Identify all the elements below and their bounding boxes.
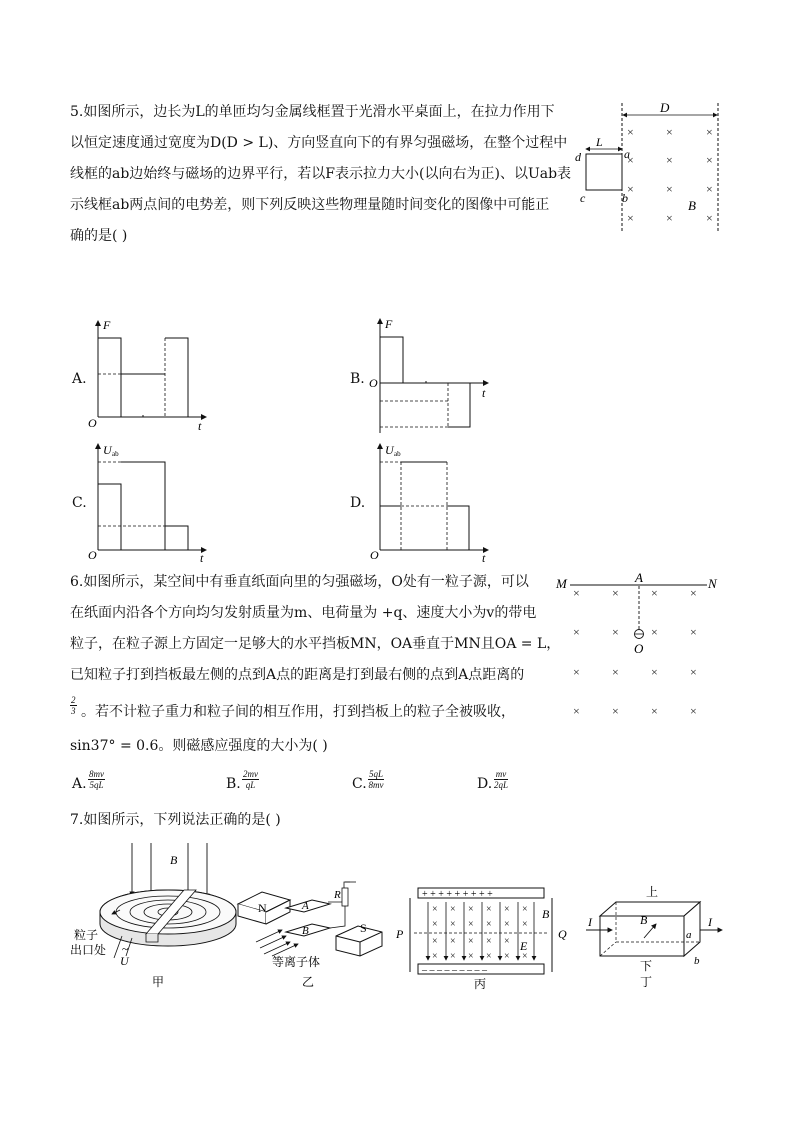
svg-text:B: B: [170, 853, 178, 867]
svg-text:×: ×: [522, 904, 528, 915]
q6-option-B-label[interactable]: B.: [226, 776, 241, 792]
svg-text:U: U: [120, 954, 129, 968]
q5-graph-A: [86, 315, 216, 435]
svg-text:B: B: [302, 925, 309, 937]
svg-text:上: 上: [646, 885, 659, 899]
svg-text:E: E: [520, 939, 528, 953]
caption-ding: 丁: [640, 975, 653, 989]
svg-text:×: ×: [468, 951, 474, 962]
svg-text:+ + + + + + + + +: + + + + + + + + +: [422, 889, 493, 900]
q6-option-C-label[interactable]: C.: [352, 776, 367, 792]
q6-option-A-value[interactable]: $\frac{8mv}{5qL}$: [89, 769, 104, 790]
svg-text:下: 下: [640, 959, 653, 973]
svg-text:×: ×: [432, 951, 438, 962]
svg-text:c: c: [580, 191, 586, 205]
q6-option-A-label[interactable]: A.: [72, 776, 87, 792]
svg-text:b: b: [694, 955, 700, 967]
caption-yi: 乙: [302, 975, 315, 989]
svg-text:×: ×: [690, 586, 697, 600]
svg-text:×: ×: [573, 625, 580, 639]
svg-text:×: ×: [666, 125, 673, 139]
svg-text:×: ×: [486, 919, 492, 930]
svg-text:×: ×: [612, 586, 619, 600]
svg-text:×: ×: [651, 704, 658, 718]
q6-line-4: 已知粒子打到挡板最左侧的点到A点的距离是打到最右侧的点到A点距离的: [70, 667, 525, 683]
q5-graph-B: [368, 315, 498, 435]
svg-text:O: O: [88, 416, 97, 430]
svg-text:×: ×: [612, 665, 619, 679]
q5-field-figure: [570, 98, 730, 238]
q6-option-B-value[interactable]: $\frac{2mv}{qL}$: [243, 769, 258, 790]
wire-frame: [586, 154, 622, 190]
svg-text:×: ×: [612, 625, 619, 639]
svg-text:A: A: [635, 570, 643, 585]
q5-graph-D: [368, 440, 498, 562]
svg-text:Q: Q: [558, 927, 567, 941]
q7-fig-jia-cyclotron: [70, 838, 245, 990]
svg-text:粒子: 粒子: [74, 928, 99, 942]
svg-text:×: ×: [573, 586, 580, 600]
q6-line-2: 在纸面内沿各个方向均匀发射质量为m、电荷量为 +q、速度大小为v的带电: [70, 605, 537, 621]
svg-text:×: ×: [504, 936, 510, 947]
svg-text:d: d: [575, 150, 581, 164]
svg-text:×: ×: [522, 951, 528, 962]
svg-text:×: ×: [627, 182, 634, 196]
svg-text:×: ×: [706, 153, 713, 167]
svg-text:R: R: [334, 889, 341, 901]
svg-text:ab: ab: [394, 450, 401, 458]
q7-fig-ding-hall-element: [582, 880, 732, 990]
svg-text:×: ×: [504, 904, 510, 915]
svg-text:a: a: [686, 929, 692, 941]
q6-ratio-fraction: $\frac{2}{3}$: [71, 695, 76, 716]
caption-jia: 甲: [152, 975, 165, 989]
svg-text:出口处: 出口处: [70, 943, 107, 957]
svg-text:N: N: [258, 901, 267, 915]
q6-line-5: 。若不计粒子重力和粒子间的相互作用，打到挡板上的粒子全被吸收，: [81, 704, 515, 720]
q6-line-6: sin37° = 0.6。则磁感应强度的大小为( ): [70, 738, 328, 754]
svg-text:×: ×: [690, 704, 697, 718]
svg-text:F: F: [103, 318, 111, 332]
svg-text:×: ×: [450, 919, 456, 930]
svg-text:×: ×: [612, 704, 619, 718]
q6-line-3: 粒子，在粒子源上方固定一足够大的水平挡板MN，OA垂直于MN且OA = L，: [70, 636, 561, 652]
svg-text:×: ×: [666, 153, 673, 167]
svg-text:t: t: [198, 419, 202, 433]
svg-text:t: t: [482, 551, 486, 562]
q6-baffle-figure: [550, 570, 725, 725]
svg-text:I: I: [588, 915, 592, 929]
q7-fig-yi-mhd-generator: [232, 878, 392, 990]
q5-option-B[interactable]: B.: [350, 371, 365, 387]
svg-text:×: ×: [651, 586, 658, 600]
svg-text:M: M: [556, 576, 567, 591]
svg-text:ab: ab: [112, 450, 119, 458]
svg-text:P: P: [396, 927, 404, 941]
svg-text:等离子体: 等离子体: [272, 955, 321, 969]
svg-text:A: A: [302, 900, 309, 912]
svg-text:O: O: [369, 376, 378, 390]
q5-line-5: 确的是( ): [70, 228, 128, 244]
svg-text:B: B: [688, 198, 696, 213]
q5-label-L: L: [596, 135, 603, 149]
svg-text:O: O: [88, 548, 97, 562]
q5-line-3: 线框的ab边始终与磁场的边界平行，若以F表示拉力大小(以向右为正)、以Uab表: [70, 166, 572, 182]
q5-option-A[interactable]: A.: [72, 371, 87, 387]
svg-text:a: a: [624, 147, 630, 161]
q5-line-1: 5.如图所示，边长为L的单匝均匀金属线框置于光滑水平桌面上，在拉力作用下: [70, 104, 555, 120]
q5-option-C[interactable]: C.: [72, 495, 87, 511]
svg-text:B: B: [640, 913, 648, 927]
svg-text:×: ×: [450, 936, 456, 947]
q6-option-D-label[interactable]: D.: [477, 776, 493, 792]
q5-line-2: 以恒定速度通过宽度为D(D > L)、方向竖直向下的有界匀强磁场，在整个过程中: [70, 135, 568, 151]
svg-text:×: ×: [522, 919, 528, 930]
svg-text:– – – – – – – – –: – – – – – – – – –: [422, 965, 487, 976]
svg-text:O: O: [634, 641, 644, 656]
svg-text:×: ×: [651, 665, 658, 679]
svg-text:t: t: [482, 386, 486, 400]
q6-option-C-value[interactable]: $\frac{5qL}{8mv}$: [368, 769, 384, 790]
svg-text:×: ×: [486, 951, 492, 962]
svg-text:×: ×: [486, 936, 492, 947]
q5-line-4: 示线框ab两点间的电势差，则下列反映这些物理量随时间变化的图像中可能正: [70, 197, 550, 213]
svg-text:×: ×: [468, 936, 474, 947]
svg-text:×: ×: [706, 182, 713, 196]
q6-line-1: 6.如图所示，某空间中有垂直纸面向里的匀强磁场，O处有一粒子源，可以: [70, 574, 529, 590]
svg-text:U: U: [385, 443, 394, 457]
svg-text:O: O: [370, 548, 379, 562]
svg-text:F: F: [385, 317, 393, 331]
svg-text:×: ×: [706, 211, 713, 225]
q7-fig-bing-velocity-selector: [394, 880, 574, 990]
svg-text:×: ×: [666, 211, 673, 225]
q5-graph-C: [86, 440, 216, 562]
svg-text:~: ~: [122, 942, 129, 956]
svg-text:×: ×: [706, 125, 713, 139]
svg-text:×: ×: [627, 211, 634, 225]
svg-text:N: N: [708, 576, 717, 591]
svg-text:×: ×: [450, 951, 456, 962]
svg-text:×: ×: [468, 904, 474, 915]
svg-text:I: I: [708, 915, 712, 929]
svg-text:×: ×: [573, 704, 580, 718]
svg-text:×: ×: [432, 904, 438, 915]
q5-option-D[interactable]: D.: [350, 495, 366, 511]
svg-text:×: ×: [627, 153, 634, 167]
q6-option-D-value[interactable]: $\frac{mv}{2qL}$: [494, 769, 509, 790]
caption-bing: 丙: [474, 977, 487, 990]
svg-text:S: S: [360, 921, 367, 935]
svg-text:×: ×: [450, 904, 456, 915]
svg-text:×: ×: [690, 625, 697, 639]
svg-text:B: B: [542, 907, 550, 921]
q7-title: 7.如图所示，下列说法正确的是( ): [70, 812, 281, 828]
svg-text:×: ×: [432, 919, 438, 930]
svg-text:b: b: [622, 191, 628, 205]
svg-text:×: ×: [573, 665, 580, 679]
svg-text:×: ×: [666, 182, 673, 196]
svg-text:×: ×: [504, 919, 510, 930]
svg-text:U: U: [103, 443, 112, 457]
svg-text:×: ×: [468, 919, 474, 930]
svg-text:×: ×: [690, 665, 697, 679]
svg-text:×: ×: [486, 904, 492, 915]
svg-text:t: t: [200, 551, 204, 562]
q5-label-D: D: [660, 100, 670, 115]
svg-text:×: ×: [651, 625, 658, 639]
svg-text:×: ×: [627, 125, 634, 139]
svg-text:×: ×: [432, 936, 438, 947]
svg-text:×: ×: [504, 951, 510, 962]
